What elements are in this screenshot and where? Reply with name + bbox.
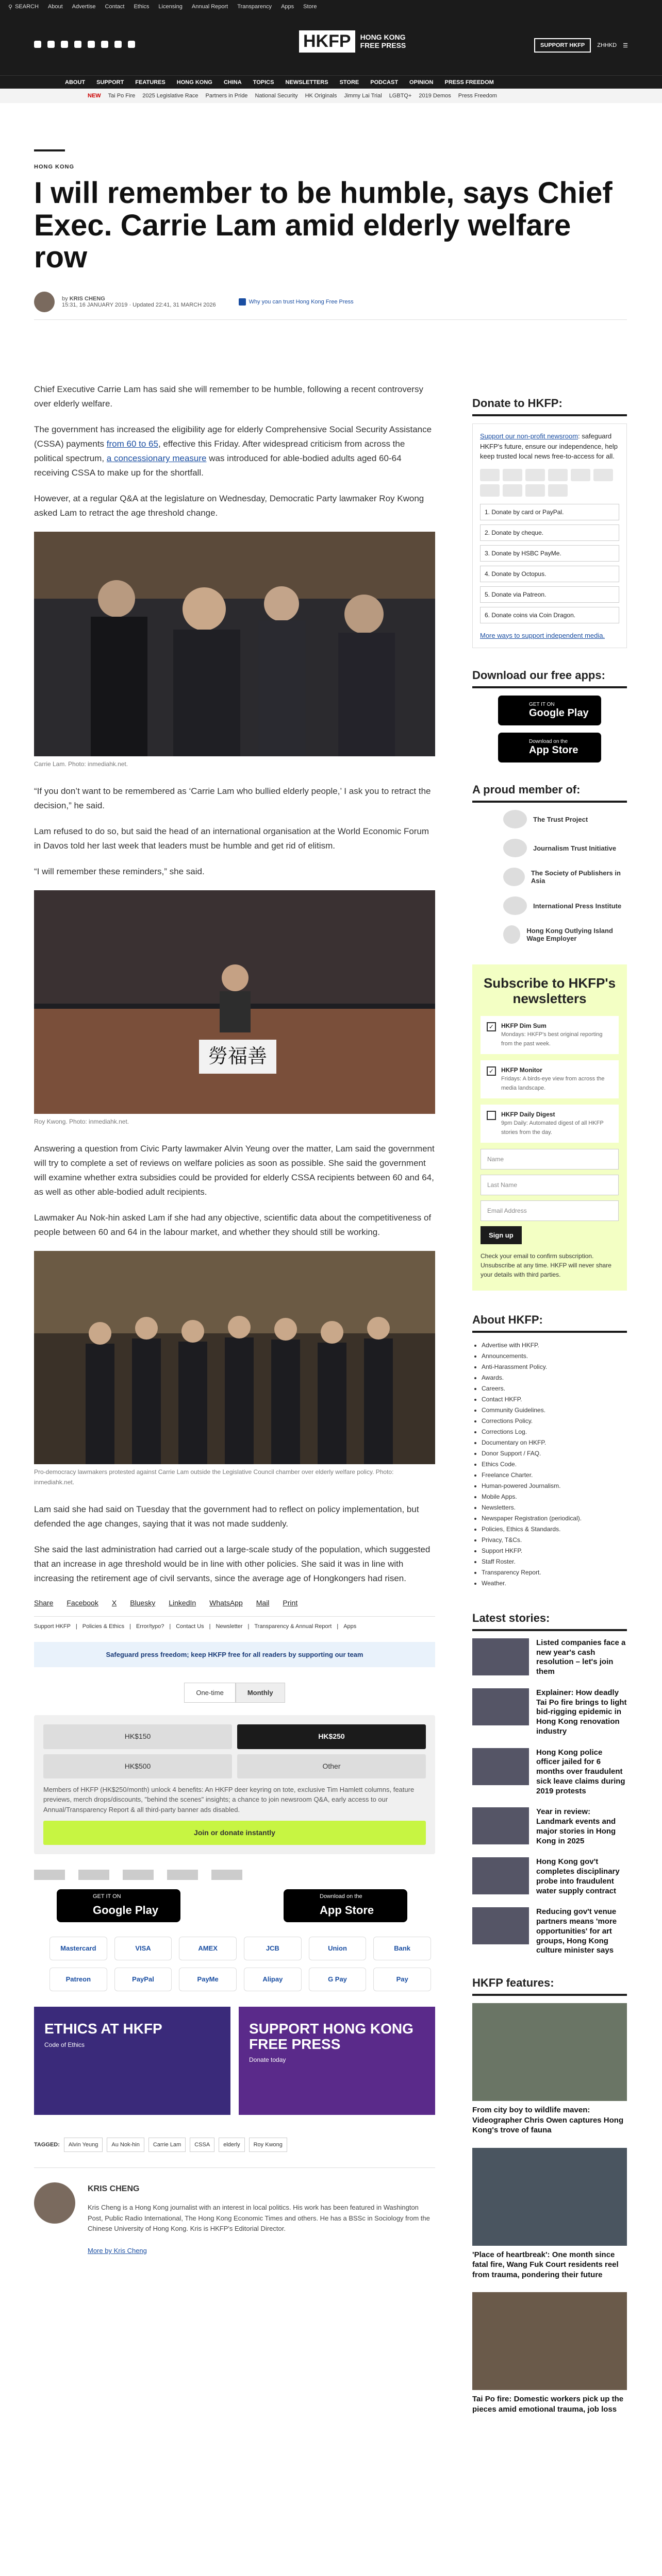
unionpay-icon[interactable]: Union [309, 1937, 367, 1960]
member-title: A proud member of: [472, 783, 627, 803]
story-item[interactable] [472, 1907, 627, 1956]
language-switch[interactable]: ZHHKD [597, 42, 617, 48]
story-item[interactable] [472, 1638, 627, 1677]
nl-desc: Mondays: HKFP's best original reporting from the past week. [501, 1031, 603, 1047]
topbar-link[interactable]: Apps [281, 4, 294, 10]
feature-title[interactable]: From city boy to wildlife maven: Videographer Chris Owen captures Hong Kong's trove of fauna [472, 2106, 624, 2135]
donate-option[interactable]: 3. Donate by HSBC PayMe. [480, 545, 619, 562]
more-ways-text[interactable]: More ways to support independent media. [480, 631, 605, 639]
about-link[interactable]: • Corrections Log. [482, 1427, 627, 1437]
feature-item[interactable] [472, 2292, 627, 2414]
newsletter-option[interactable] [481, 1016, 619, 1054]
card-icon [503, 484, 522, 497]
member-name: Hong Kong Outlying Island Wage Employer [526, 927, 613, 942]
search-icon: ⚲ [8, 4, 13, 10]
about-link[interactable]: • Newsletters. [482, 1502, 627, 1513]
share-mail[interactable]: Mail [256, 1599, 270, 1607]
donate-options [480, 504, 619, 623]
nav-item[interactable]: PRESS FREEDOM [444, 79, 494, 86]
story-title[interactable]: Explainer: How deadly Tai Po fire brings to light bid-rigging epidemic in Hong Kong renovation industry [536, 1688, 627, 1736]
footer-link[interactable]: Apps [343, 1623, 357, 1630]
frequency-monthly[interactable]: Monthly [236, 1683, 285, 1703]
photo-illustration [34, 1251, 435, 1464]
story-title[interactable]: Year in review: Landmark events and major stories in Hong Kong in 2025 [536, 1807, 616, 1845]
share-linkedin[interactable]: LinkedIn [169, 1599, 196, 1607]
paragraph: “If you don’t want to be remembered as ‘Carrie Lam who bullied elderly people,’ I ask you to retract the decision,” he said. [34, 786, 431, 811]
member-item[interactable] [503, 868, 627, 886]
patreon-icon[interactable]: Patreon [49, 1968, 107, 1991]
tag[interactable]: Alvin Yeung [64, 2138, 103, 2152]
story-thumb[interactable] [472, 1857, 529, 1894]
story-item[interactable] [472, 1857, 627, 1896]
topbar-link[interactable]: Ethics [134, 4, 150, 10]
x-icon[interactable] [47, 41, 55, 48]
about-title: About HKFP: [472, 1313, 627, 1333]
store-small: Download on the [320, 1893, 362, 1900]
newsletter-note: Check your email to confirm subscription. Unsubscribe at any time. HKFP will never share your details with third parties. [481, 1252, 611, 1278]
feature-thumb[interactable] [472, 2292, 627, 2390]
member-logo [503, 925, 520, 944]
card-icon [480, 484, 500, 497]
photo-caption: Roy Kwong. Photo: inmediahk.net. [34, 1118, 129, 1126]
site-header [0, 13, 662, 75]
share-whatsapp[interactable]: WhatsApp [209, 1599, 243, 1607]
story-thumb[interactable] [472, 1638, 529, 1675]
story-thumb[interactable] [472, 1688, 529, 1725]
last-name-input[interactable]: Last Name [481, 1175, 619, 1195]
photo-caption: Carrie Lam. Photo: inmediahk.net. [34, 760, 128, 768]
trending-item[interactable]: 2025 Legislative Race [142, 93, 198, 99]
email-input[interactable]: Email Address [481, 1200, 619, 1221]
feature-item[interactable] [472, 2003, 627, 2136]
photo-illustration [34, 890, 435, 1114]
newsletter-option[interactable] [481, 1060, 619, 1098]
promo-title: ETHICS AT HKFP [44, 2021, 162, 2037]
about-link[interactable]: • Freelance Charter. [482, 1470, 627, 1481]
google-play-button[interactable] [57, 1889, 180, 1922]
tag-list [34, 2138, 435, 2152]
member-item[interactable] [503, 839, 627, 857]
topbar-link[interactable]: Annual Report [191, 4, 228, 10]
trending-item[interactable]: HK Originals [305, 93, 337, 99]
trending-item[interactable]: Press Freedom [458, 93, 497, 99]
nl-name: HKFP Monitor [501, 1066, 542, 1074]
apps-block [472, 696, 627, 762]
visa-icon[interactable]: VISA [114, 1937, 172, 1960]
sidebar-google-play[interactable] [498, 696, 601, 725]
topbar-link[interactable]: Store [303, 4, 317, 10]
tag[interactable]: CSSA [190, 2138, 214, 2152]
story-item[interactable] [472, 1748, 627, 1797]
about-link[interactable]: • Documentary on HKFP. [482, 1437, 627, 1448]
logo-line2: FREE PRESS [360, 41, 406, 49]
nav-item[interactable]: ABOUT [65, 79, 86, 86]
article-footer-links: Support HKFP | Policies & Ethics | Error/typo? | Contact Us | Newsletter | Transparency & Annual Report | Apps [34, 1616, 435, 1631]
member-list [472, 810, 627, 944]
app-store-buttons [57, 1889, 435, 1922]
paragraph: Lawmaker Au Nok-hin asked Lam if she had any objective, scientific data about the competitiveness of people between 60 and 64 in the labour market, and whether they should still be working. [34, 1213, 432, 1238]
alipay-icon[interactable]: Alipay [244, 1968, 302, 1991]
card-icon [593, 469, 613, 481]
site-logo[interactable] [299, 30, 406, 53]
trending-item[interactable]: Tai Po Fire [108, 93, 136, 99]
donate-option[interactable]: 2. Donate by cheque. [480, 524, 619, 541]
member-name: The Trust Project [533, 815, 588, 823]
text: was introduced for able-bodied adults aged 60-64 receiving CSSA to make up for the shortfall. [34, 453, 402, 478]
nl-desc: Fridays: A birds-eye view from across the media landscape. [501, 1075, 605, 1091]
trending-label: NEW [88, 93, 101, 99]
card-icon [571, 469, 590, 481]
text: : safeguard HKFP's future, ensure our independence, help keep trusted local news free-to-access for all. [480, 432, 618, 460]
mastercard-icon[interactable]: Mastercard [49, 1937, 107, 1960]
donate-option[interactable]: 6. Donate coins via Coin Dragon. [480, 607, 619, 623]
amount-option[interactable]: HK$500 [43, 1754, 232, 1778]
nav-item[interactable]: HONG KONG [176, 79, 212, 86]
youtube-icon[interactable] [74, 41, 81, 48]
article-dates: 15:31, 16 JANUARY 2019 · Updated 22:41, 31 MARCH 2026 [62, 301, 216, 308]
store-big: App Store [529, 744, 578, 756]
trending-item[interactable]: LGBTQ+ [389, 93, 412, 99]
nav-item[interactable]: TOPICS [253, 79, 274, 86]
features-title: HKFP features: [472, 1976, 627, 1996]
article-title: I will remember to be humble, says Chief Exec. Carrie Lam amid elderly welfare row [34, 176, 613, 275]
paragraph: “I will remember these reminders,” she said. [34, 867, 205, 877]
app-store-button[interactable] [284, 1889, 407, 1922]
promo-title: SUPPORT HONG KONG FREE PRESS [249, 2021, 413, 2052]
author-box-name[interactable]: KRIS CHENG [88, 2184, 140, 2194]
payme-icon[interactable]: PayMe [179, 1968, 237, 1991]
store-big: App Store [320, 1904, 374, 1917]
donate-option[interactable]: 1. Donate by card or PayPal. [480, 504, 619, 520]
newsletter-title: Subscribe to HKFP's newsletters [483, 975, 616, 1006]
about-link[interactable]: • Privacy, T&Cs. [482, 1535, 627, 1546]
instagram-icon[interactable] [61, 41, 68, 48]
nl-desc: 9pm Daily: Automated digest of all HKFP stories from the day. [501, 1120, 604, 1136]
main-nav [0, 75, 662, 89]
about-link[interactable]: • Anti-Harassment Policy. [482, 1362, 627, 1372]
about-link[interactable]: • Staff Roster. [482, 1556, 627, 1567]
member-logo [503, 896, 527, 915]
threads-icon[interactable] [88, 41, 95, 48]
story-item[interactable] [472, 1807, 627, 1846]
author-name[interactable]: KRIS CHENG [69, 295, 105, 302]
join-button[interactable]: Join or donate instantly [43, 1821, 426, 1845]
nav-item[interactable]: OPINION [409, 79, 434, 86]
story-thumb[interactable] [472, 1807, 529, 1844]
card-icon [525, 484, 545, 497]
footer-link[interactable]: Support HKFP [34, 1623, 71, 1630]
tag[interactable]: elderly [219, 2138, 244, 2152]
member-item[interactable] [503, 896, 627, 915]
card-logos [480, 469, 619, 497]
about-link[interactable]: • Careers. [482, 1383, 627, 1394]
ipi-logo [167, 1870, 198, 1880]
author-avatar-large [34, 2182, 75, 2224]
safeguard-banner[interactable]: Safeguard press freedom; keep HKFP free for all readers by supporting our team [34, 1642, 435, 1667]
donation-widget [34, 1715, 435, 1854]
member-logo [503, 810, 527, 828]
article-photo-carrie-lam[interactable] [34, 532, 435, 756]
story-item[interactable] [472, 1688, 627, 1737]
inline-link[interactable]: a concessionary measure [106, 453, 207, 464]
apps-title: Download our free apps: [472, 669, 627, 688]
support-promo[interactable] [239, 2007, 435, 2115]
article-photo-roy-kwong[interactable] [34, 890, 435, 1114]
promo-sub: Donate today [249, 2056, 286, 2063]
about-link[interactable]: • Support HKFP. [482, 1546, 627, 1556]
membership-note: Members of HKFP (HK$250/month) unlock 4 benefits: An HKFP deer keyring on tote, exclusive Tim Hamlett columns, feature previews, merch drops/discounts, "behind the scenes" insights; a chance to join newsroom Q&A, early access to our Annual/Transparency Report & all third-party banner ads disabled. [43, 1785, 415, 1814]
member-name: Journalism Trust Initiative [533, 844, 617, 852]
byline [34, 292, 627, 320]
footer-link[interactable]: Policies & Ethics [82, 1623, 125, 1630]
kicker-rule [34, 149, 65, 151]
trust-link[interactable] [239, 298, 354, 306]
donate-box [472, 423, 627, 648]
footer-link[interactable]: Error/typo? [136, 1623, 164, 1630]
trending-bar [0, 89, 662, 103]
amex-icon[interactable]: AMEX [179, 1937, 237, 1960]
feature-item[interactable] [472, 2148, 627, 2280]
share-bluesky[interactable]: Bluesky [130, 1599, 156, 1607]
paragraph: Lam refused to do so, but said the head of an international organisation at the World Economic Forum in Davos told her last week that leaders must be humble and get rid of elitism. [34, 826, 429, 851]
amount-option-selected[interactable]: HK$250 [237, 1724, 426, 1749]
about-link[interactable]: • Awards. [482, 1372, 627, 1383]
donate-option[interactable]: 4. Donate by Octopus. [480, 566, 619, 582]
nl-name: HKFP Daily Digest [501, 1110, 555, 1118]
latest-stories [472, 1638, 627, 1956]
article-category[interactable]: HONG KONG [34, 164, 75, 170]
about-link[interactable]: • Mobile Apps. [482, 1492, 627, 1502]
logo-mark: HKFP [299, 30, 355, 53]
member-name: International Press Institute [533, 902, 622, 910]
story-title[interactable]: Reducing gov't venue partners means 'more opportunities' for art groups, Hong Kong culture minister says [536, 1907, 617, 1955]
newsletter-option[interactable] [481, 1105, 619, 1143]
share-facebook[interactable]: Facebook [67, 1599, 98, 1607]
nav-item[interactable]: SUPPORT [96, 79, 124, 86]
about-link[interactable]: • Weather. [482, 1578, 627, 1589]
trust-icon [239, 298, 246, 306]
paragraph: Answering a question from Civic Party lawmaker Alvin Yeung over the matter, Lam said the government will try to complete a set of reviews on welfare policies as soon as possible. She said the government will examine whether extra subsidies could be provided for elderly CSSA recipients between 60 and 64, as well as other able-bodied adult recipients. [34, 1144, 435, 1197]
paypal-icon[interactable]: PayPal [114, 1968, 172, 1991]
apple-pay-icon[interactable]: Pay [373, 1968, 431, 1991]
frequency-one-time[interactable]: One-time [184, 1683, 235, 1703]
store-small: GET IT ON [93, 1893, 121, 1900]
feature-title[interactable]: Tai Po fire: Domestic workers pick up the pieces amid emotional trauma, job loss [472, 2395, 624, 2414]
paragraph: However, at a regular Q&A at the legislature on Wednesday, Democratic Party lawmaker Roy Kwong asked Lam to retract the age threshold change. [34, 494, 424, 518]
topbar-link[interactable]: About [47, 4, 63, 10]
promo-sub: Code of Ethics [44, 2041, 85, 2048]
feature-thumb[interactable] [472, 2148, 627, 2246]
about-link[interactable]: • Newspaper Registration (periodical). [482, 1513, 627, 1524]
bluesky-icon[interactable] [114, 41, 122, 48]
trending-item[interactable]: 2019 Demos [419, 93, 451, 99]
trending-item[interactable]: Jimmy Lai Trial [344, 93, 382, 99]
about-link[interactable]: • Corrections Policy. [482, 1416, 627, 1427]
support-hkfp-button[interactable]: SUPPORT HKFP [534, 38, 591, 53]
nav-item[interactable]: STORE [339, 79, 359, 86]
author-box [34, 2167, 435, 2268]
trending-item[interactable]: Partners in Pride [205, 93, 248, 99]
facebook-icon[interactable] [34, 41, 41, 48]
first-name-input[interactable]: Name [481, 1149, 619, 1170]
feature-thumb[interactable] [472, 2003, 627, 2101]
about-link[interactable]: • Announcements. [482, 1351, 627, 1362]
about-link[interactable]: • Donor Support / FAQ. [482, 1448, 627, 1459]
more-ways-link[interactable] [480, 631, 619, 641]
topbar-link[interactable]: Transparency [237, 4, 272, 10]
author-avatar [34, 292, 55, 312]
photo-illustration [34, 532, 435, 756]
search-toggle[interactable] [8, 4, 39, 10]
jti-logo [78, 1870, 109, 1880]
donate-title: Donate to HKFP: [472, 397, 627, 416]
signup-button[interactable]: Sign up [481, 1226, 522, 1244]
about-link[interactable]: • Transparency Report. [482, 1567, 627, 1578]
story-title[interactable]: Hong Kong gov't completes disciplinary probe into fraudulent water supply contract [536, 1857, 620, 1895]
promo-banners [34, 2007, 435, 2115]
story-title[interactable]: Listed companies face a new year's cash resolution – let's join them [536, 1638, 626, 1676]
footer-link[interactable]: Contact Us [176, 1623, 204, 1630]
footer-link[interactable]: Transparency & Annual Report [254, 1623, 332, 1630]
features-list [472, 2003, 627, 2414]
story-title[interactable]: Hong Kong police officer jailed for 6 months over fraudulent sick leave claims during 2019 protests [536, 1748, 625, 1795]
store-small: GET IT ON [529, 702, 555, 707]
membership-logos [34, 1870, 435, 1880]
article-header [34, 149, 627, 320]
text: The government has increased the eligibility age for elderly Comprehensive Social Security Assistance (CSSA) payments [34, 425, 432, 449]
sidebar-app-store[interactable] [498, 733, 601, 762]
inline-link[interactable]: from 60 to 65 [106, 439, 158, 449]
placard-text: 勞福善 [208, 1045, 268, 1068]
sopa-logo [123, 1870, 154, 1880]
story-thumb[interactable] [472, 1748, 529, 1785]
paragraph [34, 422, 435, 480]
topbar-link[interactable]: Advertise [72, 4, 96, 10]
nav-item[interactable]: FEATURES [135, 79, 166, 86]
member-item[interactable] [503, 925, 627, 944]
share-print[interactable]: Print [283, 1599, 298, 1607]
more-by-author-link[interactable]: More by Kris Cheng [88, 2247, 147, 2255]
nav-item[interactable]: NEWSLETTERS [285, 79, 328, 86]
photo-caption: Pro-democracy lawmakers protested against Carrie Lam outside the Legislative Council chamber over elderly welfare policy. Photo: inmediahk.net. [34, 1468, 394, 1486]
sidebar [472, 397, 627, 2427]
checkbox[interactable]: ✓ [487, 1066, 496, 1076]
card-icon [525, 469, 545, 481]
top-utility-bar [0, 0, 662, 13]
google-pay-icon[interactable]: G Pay [309, 1968, 367, 1991]
about-link[interactable]: • Ethics Code. [482, 1459, 627, 1470]
about-link[interactable]: • Community Guidelines. [482, 1405, 627, 1416]
about-link[interactable]: • Advertise with HKFP. [482, 1340, 627, 1351]
donate-text [480, 431, 619, 462]
jcb-icon[interactable]: JCB [244, 1937, 302, 1960]
card-icon [548, 484, 568, 497]
feature-title[interactable]: 'Place of heartbreak': One month since fatal fire, Wang Fuk Court residents reel from trauma, pondering their future [472, 2250, 619, 2279]
trending-item[interactable]: National Security [255, 93, 298, 99]
card-icon [548, 469, 568, 481]
store-big: Google Play [93, 1904, 159, 1917]
tag[interactable]: Carrie Lam [148, 2138, 186, 2152]
member-name: The Society of Publishers in Asia [531, 869, 621, 885]
share-bar [34, 1597, 435, 1609]
checkbox[interactable]: ✓ [487, 1022, 496, 1031]
topbar-link[interactable]: Licensing [158, 4, 183, 10]
story-thumb[interactable] [472, 1907, 529, 1944]
logo-line1: HONG KONG [360, 33, 406, 42]
about-list [472, 1340, 627, 1589]
tag[interactable]: Au Nok-hin [107, 2138, 144, 2152]
store-big: Google Play [529, 707, 589, 719]
byline-prefix: by [62, 295, 68, 302]
nav-item[interactable]: PODCAST [370, 79, 399, 86]
trust-project-logo [34, 1870, 65, 1880]
tag[interactable]: Roy Kwong [249, 2138, 287, 2152]
topbar-link[interactable]: Contact [105, 4, 125, 10]
member-logo [503, 868, 525, 886]
about-link[interactable]: • Contact HKFP. [482, 1394, 627, 1405]
author-bio: Kris Cheng is a Hong Kong journalist with an interest in local politics. His work has been featured in Washington Post, Public Radio International, The Hong Kong Economic Times and others. He has a BSSc in Sociology from the Chinese University of Hong Kong. Kris is HKFP's Editorial Director. [88, 2203, 430, 2233]
donation-frequency [34, 1683, 435, 1703]
ethics-promo[interactable] [34, 2007, 230, 2115]
trust-label: Why you can trust Hong Kong Free Press [249, 298, 354, 305]
amount-option[interactable]: Other [237, 1754, 426, 1778]
footer-link[interactable]: Newsletter [216, 1623, 243, 1630]
wage-employer-logo [211, 1870, 242, 1880]
tagged-label: TAGGED: [34, 2142, 60, 2148]
payment-methods [49, 1937, 431, 1991]
checkbox[interactable] [487, 1111, 496, 1120]
latest-title: Latest stories: [472, 1612, 627, 1631]
member-item[interactable] [503, 810, 627, 828]
share-x[interactable]: X [111, 1599, 117, 1607]
share-label[interactable]: Share [34, 1599, 54, 1607]
store-small: Download on the [529, 739, 568, 744]
donate-link[interactable]: Support our non-profit newsroom [480, 432, 578, 440]
nl-name: HKFP Dim Sum [501, 1022, 547, 1029]
rss-icon[interactable] [128, 41, 135, 48]
about-link[interactable]: • Human-powered Journalism. [482, 1481, 627, 1492]
donate-option[interactable]: 5. Donate via Patreon. [480, 586, 619, 603]
paragraph: She said the last administration had carried out a large-scale study of the population, which suggested that an increase in age threshold would be in line with other policies. She said it was in line with increasing the retirement age of civil servants, since the average age of Hongkongers had risen. [34, 1545, 431, 1584]
amount-option[interactable]: HK$150 [43, 1724, 232, 1749]
newsletter-signup [472, 964, 627, 1291]
paragraph: Lam said she had said on Tuesday that the government had to reflect on policy implementation, but defended the age changes, saying that it was not made suddenly. [34, 1504, 419, 1529]
member-logo [503, 839, 527, 857]
telegram-icon[interactable] [101, 41, 108, 48]
article-photo-protest[interactable] [34, 1251, 435, 1464]
text: , effective this Friday. After widespread criticism from across the political spectrum, [34, 439, 405, 464]
paragraph: Chief Executive Carrie Lam has said she will remember to be humble, following a recent controversy over elderly welfare. [34, 384, 423, 409]
about-link[interactable]: • Policies, Ethics & Standards. [482, 1524, 627, 1535]
social-links [34, 41, 135, 48]
card-icon [480, 469, 500, 481]
bank-icon[interactable]: Bank [373, 1937, 431, 1960]
article-body [34, 382, 435, 2268]
nav-item[interactable]: CHINA [223, 79, 242, 86]
card-icon [503, 469, 522, 481]
search-label: SEARCH [15, 4, 39, 10]
logo-text [360, 33, 406, 49]
menu-icon[interactable]: ☰ [623, 42, 628, 49]
